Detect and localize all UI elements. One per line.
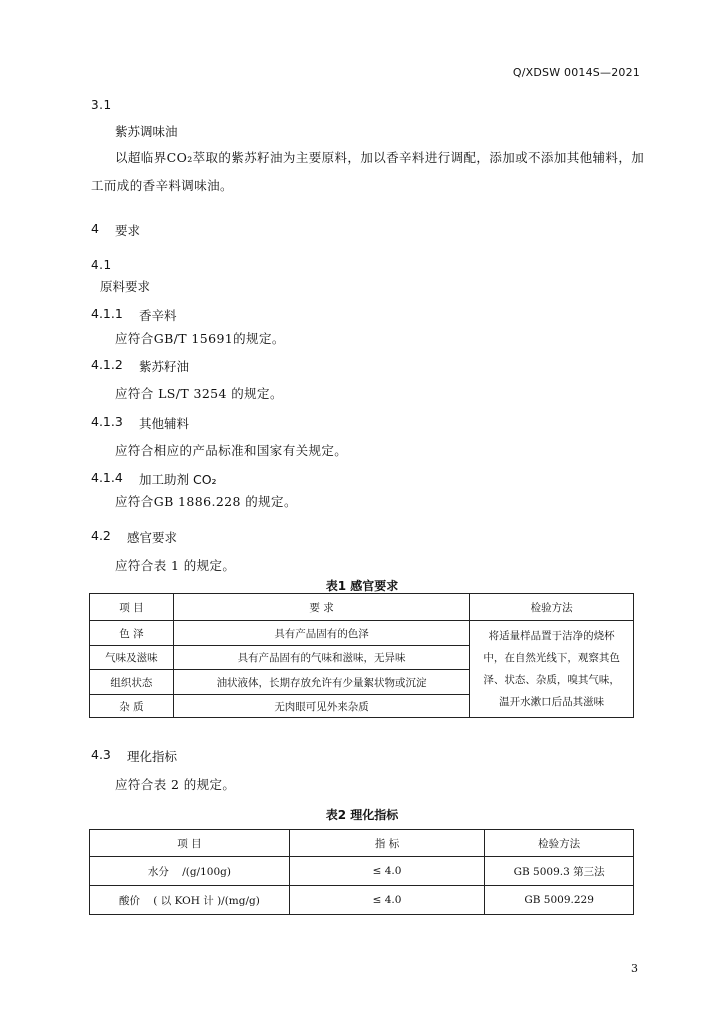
table1-header-item: 项 目 — [90, 594, 174, 621]
table1 — [89, 593, 634, 718]
clause-number-4-3: 4.3 — [91, 747, 111, 762]
clause-number-4-1-4: 4.1.4 — [91, 470, 123, 485]
clause-title-4-1-2: 紫苏籽油 — [139, 359, 190, 374]
table1-cell-req: 无肉眼可见外来杂质 — [173, 695, 469, 718]
clause-number-4-2: 4.2 — [91, 528, 111, 543]
table-row — [90, 857, 634, 886]
page-number: 3 — [631, 962, 638, 975]
term-title: 紫苏调味油 — [115, 124, 178, 139]
clause-text-4-2: 应符合表 1 的规定。 — [115, 558, 236, 573]
section-4-number: 4 — [91, 221, 99, 236]
clause-title-4-3: 理化指标 — [127, 749, 178, 764]
table2-header-item: 项 目 — [90, 830, 290, 857]
clause-title-4-1-1: 香辛料 — [139, 308, 177, 323]
table2-cell-item: 酸价 ( 以 KOH 计 )/(mg/g) — [90, 886, 290, 915]
table1-header-method: 检验方法 — [470, 594, 634, 621]
clause-text-4-1-2: 应符合 LS/T 3254 的规定。 — [115, 386, 283, 401]
term-definition-line1: 以超临界CO₂萃取的紫苏籽油为主要原料，加以香辛料进行调配，添加或不添加其他辅料，加 — [115, 150, 645, 165]
clause-number-4-1-2: 4.1.2 — [91, 357, 123, 372]
method-line-3: 泽、状态、杂质，嗅其气味， — [483, 674, 620, 686]
table1-cell-req: 具有产品固有的色泽 — [173, 621, 469, 646]
section-4-title: 要求 — [115, 223, 141, 238]
clause-text-4-1-1: 应符合GB/T 15691的规定。 — [115, 331, 285, 346]
table2-cell-method: GB 5009.3 第三法 — [485, 857, 634, 886]
clause-title-4-1-4: 加工助剂 CO₂ — [139, 472, 217, 487]
table1-cell-item: 杂 质 — [90, 695, 174, 718]
table2-cell-item: 水分 /(g/100g) — [90, 857, 290, 886]
table2-cell-method: GB 5009.229 — [485, 886, 634, 915]
table2-header-value: 指 标 — [289, 830, 484, 857]
clause-text-4-1-4: 应符合GB 1886.228 的规定。 — [115, 494, 297, 509]
table2-caption: 表2 理化指标 — [325, 808, 399, 822]
table2-header-method: 检验方法 — [485, 830, 634, 857]
table2-cell-value: ≤ 4.0 — [289, 857, 484, 886]
table2 — [89, 829, 634, 915]
table1-cell-item: 气味及滋味 — [90, 646, 174, 670]
clause-title-4-1: 原料要求 — [100, 279, 151, 294]
method-line-1: 将适量样品置于洁净的烧杯 — [488, 630, 615, 642]
clause-number-4-1-1: 4.1.1 — [91, 306, 123, 321]
table2-cell-value: ≤ 4.0 — [289, 886, 484, 915]
table1-cell-req: 油状液体，长期存放允许有少量絮状物或沉淀 — [173, 670, 469, 695]
table1-cell-req: 具有产品固有的气味和滋味，无异味 — [173, 646, 469, 670]
method-line-4: 温开水漱口后品其滋味 — [499, 696, 605, 708]
clause-number-3-1: 3.1 — [91, 98, 112, 112]
method-line-2: 中，在自然光线下，观察其色 — [483, 652, 620, 664]
standard-number: Q/XDSW 0014S—2021 — [512, 66, 640, 79]
table1-cell-item: 色 泽 — [90, 621, 174, 646]
clause-title-4-2: 感官要求 — [127, 530, 178, 545]
term-definition-line2: 工而成的香辛料调味油。 — [91, 178, 233, 193]
clause-number-4-1: 4.1 — [91, 258, 112, 272]
table1-cell-method — [470, 621, 634, 718]
table1-cell-item: 组织状态 — [90, 670, 174, 695]
table1-caption: 表1 感官要求 — [325, 579, 399, 593]
clause-text-4-1-3: 应符合相应的产品标准和国家有关规定。 — [115, 443, 348, 458]
clause-title-4-1-3: 其他辅料 — [139, 416, 190, 431]
clause-text-4-3: 应符合表 2 的规定。 — [115, 777, 236, 792]
table1-header-requirement: 要 求 — [173, 594, 469, 621]
table-row — [90, 621, 634, 646]
table-row — [90, 886, 634, 915]
clause-number-4-1-3: 4.1.3 — [91, 414, 123, 429]
